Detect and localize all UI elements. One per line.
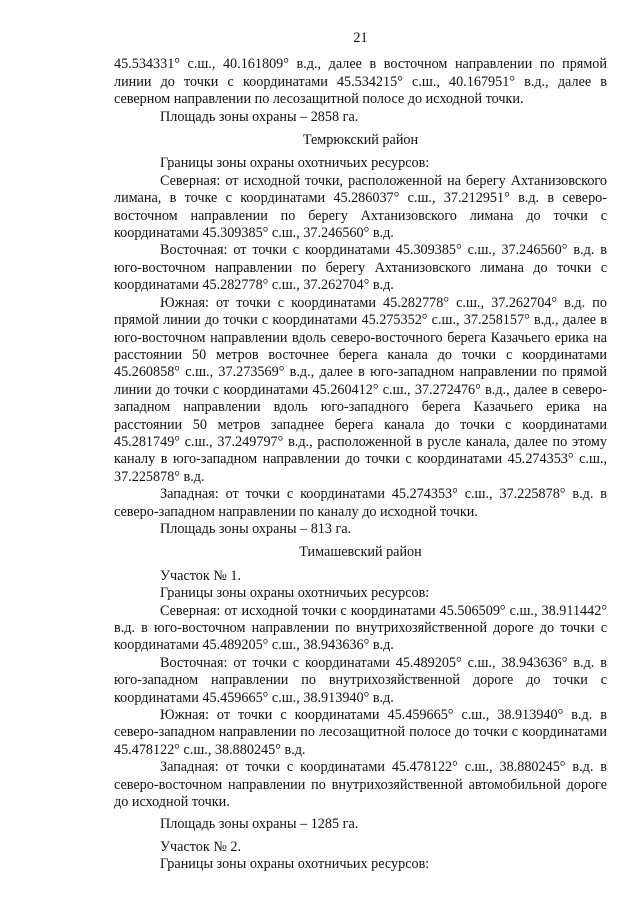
temryuk-boundaries-label: Границы зоны охраны охотничьих ресурсов: [160,155,430,172]
intro-continuation: 45.534331° с.ш., 40.161809° в.д., далее в восточном направлении по прямой линии до точки с координатами 45.534215° с.ш., 40.167951° в.д., далее в северном направлении по лесозащитной полосе до исходной точки. [114,56,607,108]
plot1-area: Площадь зоны охраны – 1285 га. [160,816,359,833]
temryuk-south-boundary: Южная: от точки с координатами 45.282778° с.ш., 37.262704° в.д. по прямой линии до точки с координатами 45.275352° с.ш., 37.258157° в.д., далее в юго-восточном направлении вдоль северо-восточного берега Казачьего ерика на расстоянии 50 метров восточнее берега канала до точки с координатами 45.260858° с.ш., 37.273569° в.д., далее в юго-западном направлении по прямой линии до точки с координатами 45.260412° с.ш., 37.272476° в.д., далее в северо-западном направлении вдоль юго-западного берега Казачьего ерика на расстоянии 50 метров западнее берега канала до точки с координатами 45.281749° с.ш., 37.249797° в.д., расположенной в русле канала, далее по этому каналу в юго-западном направлении до точки с координатами 45.274353° с.ш., 37.225878° в.д. [114,294,607,485]
intro-area: Площадь зоны охраны – 2858 га. [160,108,359,125]
timashevsk-heading: Тимашевский район [299,544,422,561]
temryuk-east-boundary: Восточная: от точки с координатами 45.309385° с.ш., 37.246560° в.д. в юго-восточном направлении по берегу Ахтанизовского лимана до точки с координатами 45.282778° с.ш., 37.262704° в.д. [114,242,607,294]
temryuk-north-boundary: Северная: от исходной точки, расположенной на берегу Ахтанизовского лимана, в точке с координатами 45.286037° с.ш., 37.212951° в.д. в северо-восточном направлении по берегу Ахтанизовского лимана до точки с координатами 45.309385° с.ш., 37.246560° в.д. [114,172,607,242]
plot1-boundaries-label: Границы зоны охраны охотничьих ресурсов: [160,585,430,602]
plot1-west-boundary: Западная: от точки с координатами 45.478122° с.ш., 38.880245° в.д. в северо-восточном направлении по внутрихозяйственной автомобильной дороге до исходной точки. [114,759,607,811]
plot2-label: Участок № 2. [160,838,242,855]
temryuk-heading: Темрюкский район [302,132,419,149]
plot1-label: Участок № 1. [160,567,242,584]
plot1-north-boundary: Северная: от исходной точки с координатами 45.506509° с.ш., 38.911442° в.д. в юго-восточном направлении по внутрихозяйственной дороге до точки с координатами 45.489205° с.ш., 38.943636° в.д. [114,602,607,654]
temryuk-area: Площадь зоны охраны – 813 га. [160,520,352,537]
plot1-east-boundary: Восточная: от точки с координатами 45.489205° с.ш., 38.943636° в.д. в юго-западном направлении по внутрихозяйственной дороге до точки с координатами 45.459665° с.ш., 38.913940° в.д. [114,654,607,706]
temryuk-west-boundary: Западная: от точки с координатами 45.274353° с.ш., 37.225878° в.д. в северо-западном направлении по каналу до исходной точки. [114,486,607,520]
plot2-boundaries-label: Границы зоны охраны охотничьих ресурсов: [160,856,430,873]
plot1-south-boundary: Южная: от точки с координатами 45.459665° с.ш., 38.913940° в.д. в северо-западном направлении по лесозащитной полосе до точки с координатами 45.478122° с.ш., 38.880245° в.д. [114,707,607,758]
page-number: 21 [353,30,368,46]
